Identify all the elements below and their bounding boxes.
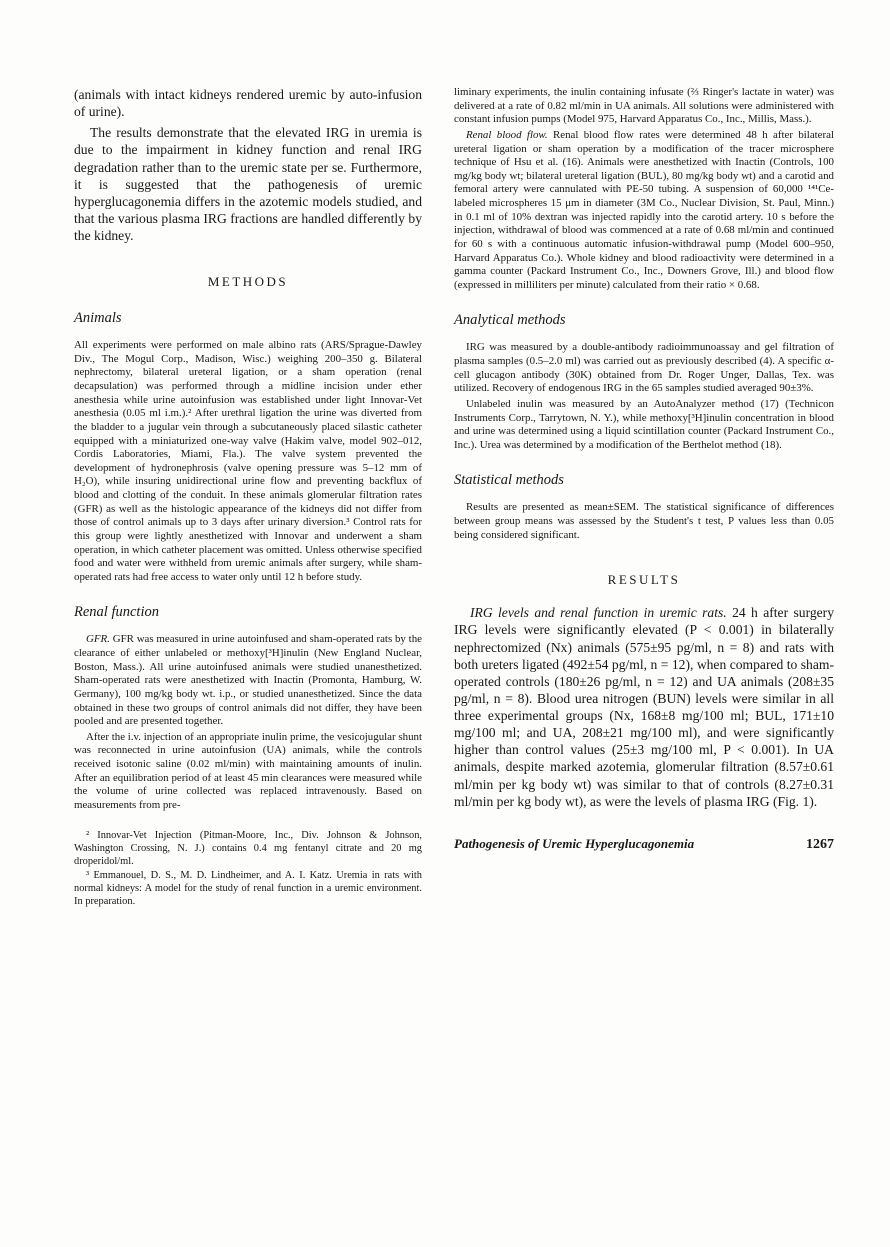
footnote-2: ² Innovar-Vet Injection (Pitman-Moore, Inc., Div. Johnson & Johnson, Washington Crossing, N. J.) contains 0.4 mg fentanyl citrate and 20 mg droperidol/ml. — [74, 829, 422, 867]
paragraph-statistics: Results are presented as mean±SEM. The statistical significance of differences between group means was assessed by the Student's t test, P values less than 0.05 being considered significant. — [454, 501, 834, 541]
methods-heading: METHODS — [207, 274, 289, 290]
results-paragraph-lead: IRG levels and renal function in uremic rats. — [470, 605, 727, 621]
analytical-methods-subheading: Analytical methods — [454, 312, 566, 329]
statistical-methods-subheading: Statistical methods — [454, 472, 564, 489]
gfr-paragraph-body: GFR was measured in urine autoinfused and sham-operated rats by the clearance of either unlabeled or methoxy[³H]inulin (New England Nuclear, Boston, Mass.). All urine autoinfused animals were studied unanesthetized. Sham-operated rats were anesthetized with Inactin (Promonta, Hamburg, W. Germany), 100 mg/kg body wt. i.p., or studied unanesthetized. Since the data obtained in these two groups of control animals did not differ, they have been pooled and are presented together. — [74, 633, 422, 728]
renal-blood-flow-lead: Renal blood flow. — [466, 128, 548, 141]
footnote-3: ³ Emmanouel, D. S., M. D. Lindheimer, and A. I. Katz. Uremia in rats with normal kidneys: A model for the study of renal function in a uremic environment. In preparation. — [74, 869, 422, 907]
paragraph-results-irg-levels — [454, 604, 834, 810]
animals-subheading: Animals — [74, 310, 122, 327]
paragraph-renal-blood-flow — [454, 129, 834, 293]
paragraph-inulin-measurement: Unlabeled inulin was measured by an AutoAnalyzer method (17) (Technicon Instruments Corp., Tarrytown, N. Y.), while methoxy[³H]inulin concentration in blood and urine was determined using a liquid scintillation counter (Packard Instrument Co., Inc.). Urea was determined by a modification of the Berthelot method (18). — [454, 397, 834, 451]
paragraph-irg-assay: IRG was measured by a double-antibody radioimmunoassay and gel filtration of plasma samples (0.5–2.0 ml) was carried out as previously described (4). A specific α-cell glucagon antibody (30K) obtained from Dr. Roger Unger, Dallas, Tex. was utilized. Recovery of endogenous IRG in the 65 samples studied averaged 90±3%. — [454, 341, 834, 395]
paragraph-animals: All experiments were performed on male albino rats (ARS/Sprague-Dawley Div., The Mogul Corp., Madison, Wisc.) weighing 200–350 g. Bilateral nephrectomy, bilateral ureteral ligation, or a sham operation (renal decapsulation) was performed through a midline incision under ether anesthesia while urine autoinfusion was established under light Innovar-Vet anesthesia (0.05 ml i.m.).² After urethral ligation the urine was diverted from the bladder to a jugular vein through a subcutaneously placed silastic catheter equipped with a miniaturized one-way valve (Hakim valve, model 902–012, Cordis Laboratories, Miami, Fla.). The valve system prevented the development of hydronephrosis (valve opening pressure was 5–12 mm of H₂O), while insuring unidirectional urine flow and preventing backflux of blood and clotting of the conduit. In these animals glomerular filtration rates (GFR) as well as the histologic appearance of the kidneys did not differ from those of control animals up to 3 days after urinary diversion.³ Control rats for this group were lightly anesthetized with Innovar and underwent a sham operation, in which catheter placement was omitted. Unless otherwise specified food and water were withheld from uremic animals after surgery, while sham-operated rats had free access to water only until 12 h before study. — [74, 339, 422, 583]
running-title: Pathogenesis of Uremic Hyperglucagonemia — [454, 835, 695, 851]
paragraph-intro-results: The results demonstrate that the elevated IRG in uremia is due to the impairment in kidney function and renal IRG degradation rather than to the uremic state per se. Furthermore, it is suggested that the pathogenesis of uremic hyperglucagonemia differs in the azotemic models studied, and that the various plasma IRG fractions are handled differently by the kidney. — [74, 125, 422, 243]
two-column-layout — [74, 86, 836, 908]
gfr-paragraph-lead: GFR. — [86, 633, 110, 646]
right-column — [454, 86, 834, 908]
footnotes-block — [74, 829, 422, 908]
page-number: 1267 — [806, 836, 834, 852]
paragraph-preliminary-continuation: liminary experiments, the inulin containing infusate (⅔ Ringer's lactate in water) was delivered at a rate of 0.82 ml/min in UA animals. All solutions were administered with constant infusion pumps (Model 975, Harvard Apparatus Co., Inc., Millis, Mass.). — [454, 86, 834, 126]
results-heading: RESULTS — [607, 572, 681, 588]
paragraph-intro-continuation: (animals with intact kidneys rendered uremic by auto-infusion of urine). — [74, 87, 422, 120]
renal-function-subheading: Renal function — [74, 604, 159, 621]
left-column — [74, 86, 422, 908]
paragraph-inulin-protocol: After the i.v. injection of an appropriate inulin prime, the vesicojugular shunt was reconnected in urine autoinfusion (UA) animals, while the controls received isotonic saline (0.02 ml/min) with maintaining amounts of inulin. After an equilibration period of at least 45 min clearances were measured while the volume of urine collected was replaced intravenously. Based on measurements from pre- — [74, 730, 422, 811]
page-footer — [454, 836, 834, 853]
paragraph-gfr — [74, 633, 422, 728]
renal-blood-flow-body: Renal blood flow rates were determined 48 h after bilateral ureteral ligation or sham operation by a modification of the tracer microsphere technique of Hsu et al. (16). Animals were anesthetized with Inactin (Controls, 100 mg/kg body wt; bilateral ureteral ligation (BUL), 80 mg/kg body wt) and a carotid and femoral artery were cannulated with PE-50 tubing. A suspension of 60,000 ¹⁴¹Ce-labeled microspheres 15 μm in diameter (3M Co., Nuclear Division, St. Paul, Minn.) in 0.1 ml of 10% dextran was injected rapidly into the carotid artery. 10 s before the injection, withdrawal of blood was commenced at a rate of 0.68 ml/min and continued for 60 s with a continuous automatic infusion-withdrawal pump (Model 600–950, Harvard Apparatus Co.). Whole kidney and blood radioactivity were determined in a gamma counter (Packard Instrument Co., Inc., Downers Grove, Ill.) and blood flow (expressed in milliliters per minute) calculated from their ratio × 0.68. — [454, 128, 834, 291]
results-paragraph-body: 24 h after surgery IRG levels were significantly elevated (P < 0.001) in bilaterally nephrectomized (Nx) animals (575±95 pg/ml, n = 8) and rats with both ureters ligated (492±54 pg/ml, n = 12), when compared to sham-operated controls (180±26 pg/ml, n = 12) and UA animals (208±35 pg/ml, n = 8). Blood urea nitrogen (BUN) levels were similar in all three experimental groups (Nx, 168±8 mg/100 ml; BUL, 171±10 mg/100 ml; and UA, 208±21 mg/100 ml), and were significantly higher than control values (25±3 mg/100 ml, P < 0.001). In UA animals, despite marked azotemia, glomerular filtration (8.57±0.61 ml/min per kg body wt) was similar to that of controls (8.27±0.31 ml/min per kg body wt), as were the levels of plasma IRG (Fig. 1). — [454, 605, 834, 809]
